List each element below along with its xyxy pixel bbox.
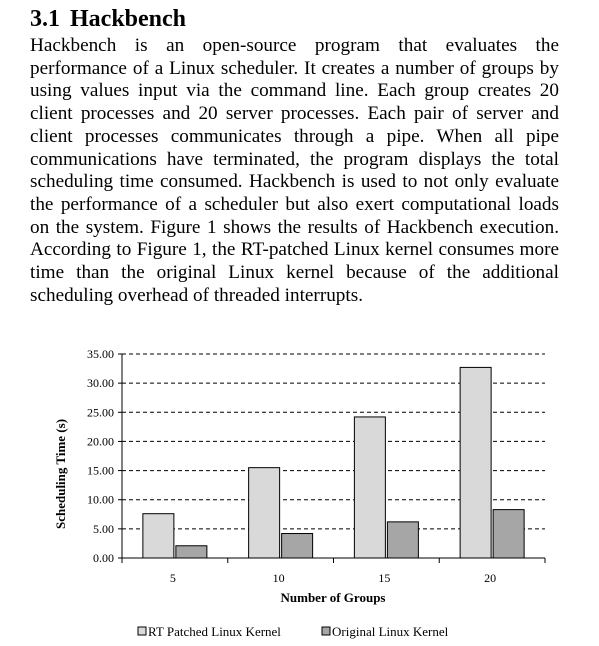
y-tick-label: 0.00 xyxy=(93,551,114,565)
bar-rt-patched-15 xyxy=(354,417,385,558)
x-tick-label: 5 xyxy=(169,571,176,585)
legend-swatch-original xyxy=(322,627,330,635)
bar-original-5 xyxy=(176,546,207,558)
bar-original-20 xyxy=(493,510,524,558)
bar-original-10 xyxy=(282,534,313,558)
bar-rt-patched-5 xyxy=(143,514,174,558)
x-axis-title: Number of Groups xyxy=(280,590,386,605)
y-tick-label: 10.00 xyxy=(87,492,114,507)
y-tick-label: 25.00 xyxy=(87,405,114,420)
bar-chart xyxy=(0,346,599,646)
legend-label-original: Original Linux Kernel xyxy=(332,624,449,639)
section-title: Hackbench xyxy=(70,6,187,32)
y-axis-title: Scheduling Time (s) xyxy=(53,418,68,530)
bar-original-15 xyxy=(387,522,418,558)
y-tick-label: 35.00 xyxy=(87,347,114,361)
section-heading xyxy=(30,6,186,33)
y-tick-label: 20.00 xyxy=(87,434,114,449)
legend-swatch-rt-patched xyxy=(138,627,146,635)
y-tick-label: 15.00 xyxy=(87,463,114,478)
bar-rt-patched-20 xyxy=(460,367,491,558)
section-number: 3.1 xyxy=(30,6,60,32)
y-tick-label: 30.00 xyxy=(87,376,114,391)
x-tick-label: 20 xyxy=(484,571,497,585)
y-tick-label: 5.00 xyxy=(93,521,114,536)
body-paragraph: Hackbench is an open-source program that evaluates the performance of a Linux scheduler. It creates a number of groups by using values input via the command line. Each group creates 20 client processes and 20 server processes. Each pair of server and client processes communicates through a pipe. When all pipe communications have terminated, the program displays the total scheduling time consumed. Hackbench is used to not only evaluate the performance of a scheduler but also exert computational loads on the system. Figure 1 shows the results of Hackbench execution. According to Figure 1, the RT-patched Linux kernel consumes more time than the original Linux kernel because of the additional scheduling overhead of threaded interrupts. xyxy=(30,35,559,306)
x-tick-label: 10 xyxy=(272,571,285,585)
legend-label-rt-patched: RT Patched Linux Kernel xyxy=(148,624,281,639)
bar-rt-patched-10 xyxy=(249,468,280,558)
x-tick-label: 15 xyxy=(378,571,391,585)
